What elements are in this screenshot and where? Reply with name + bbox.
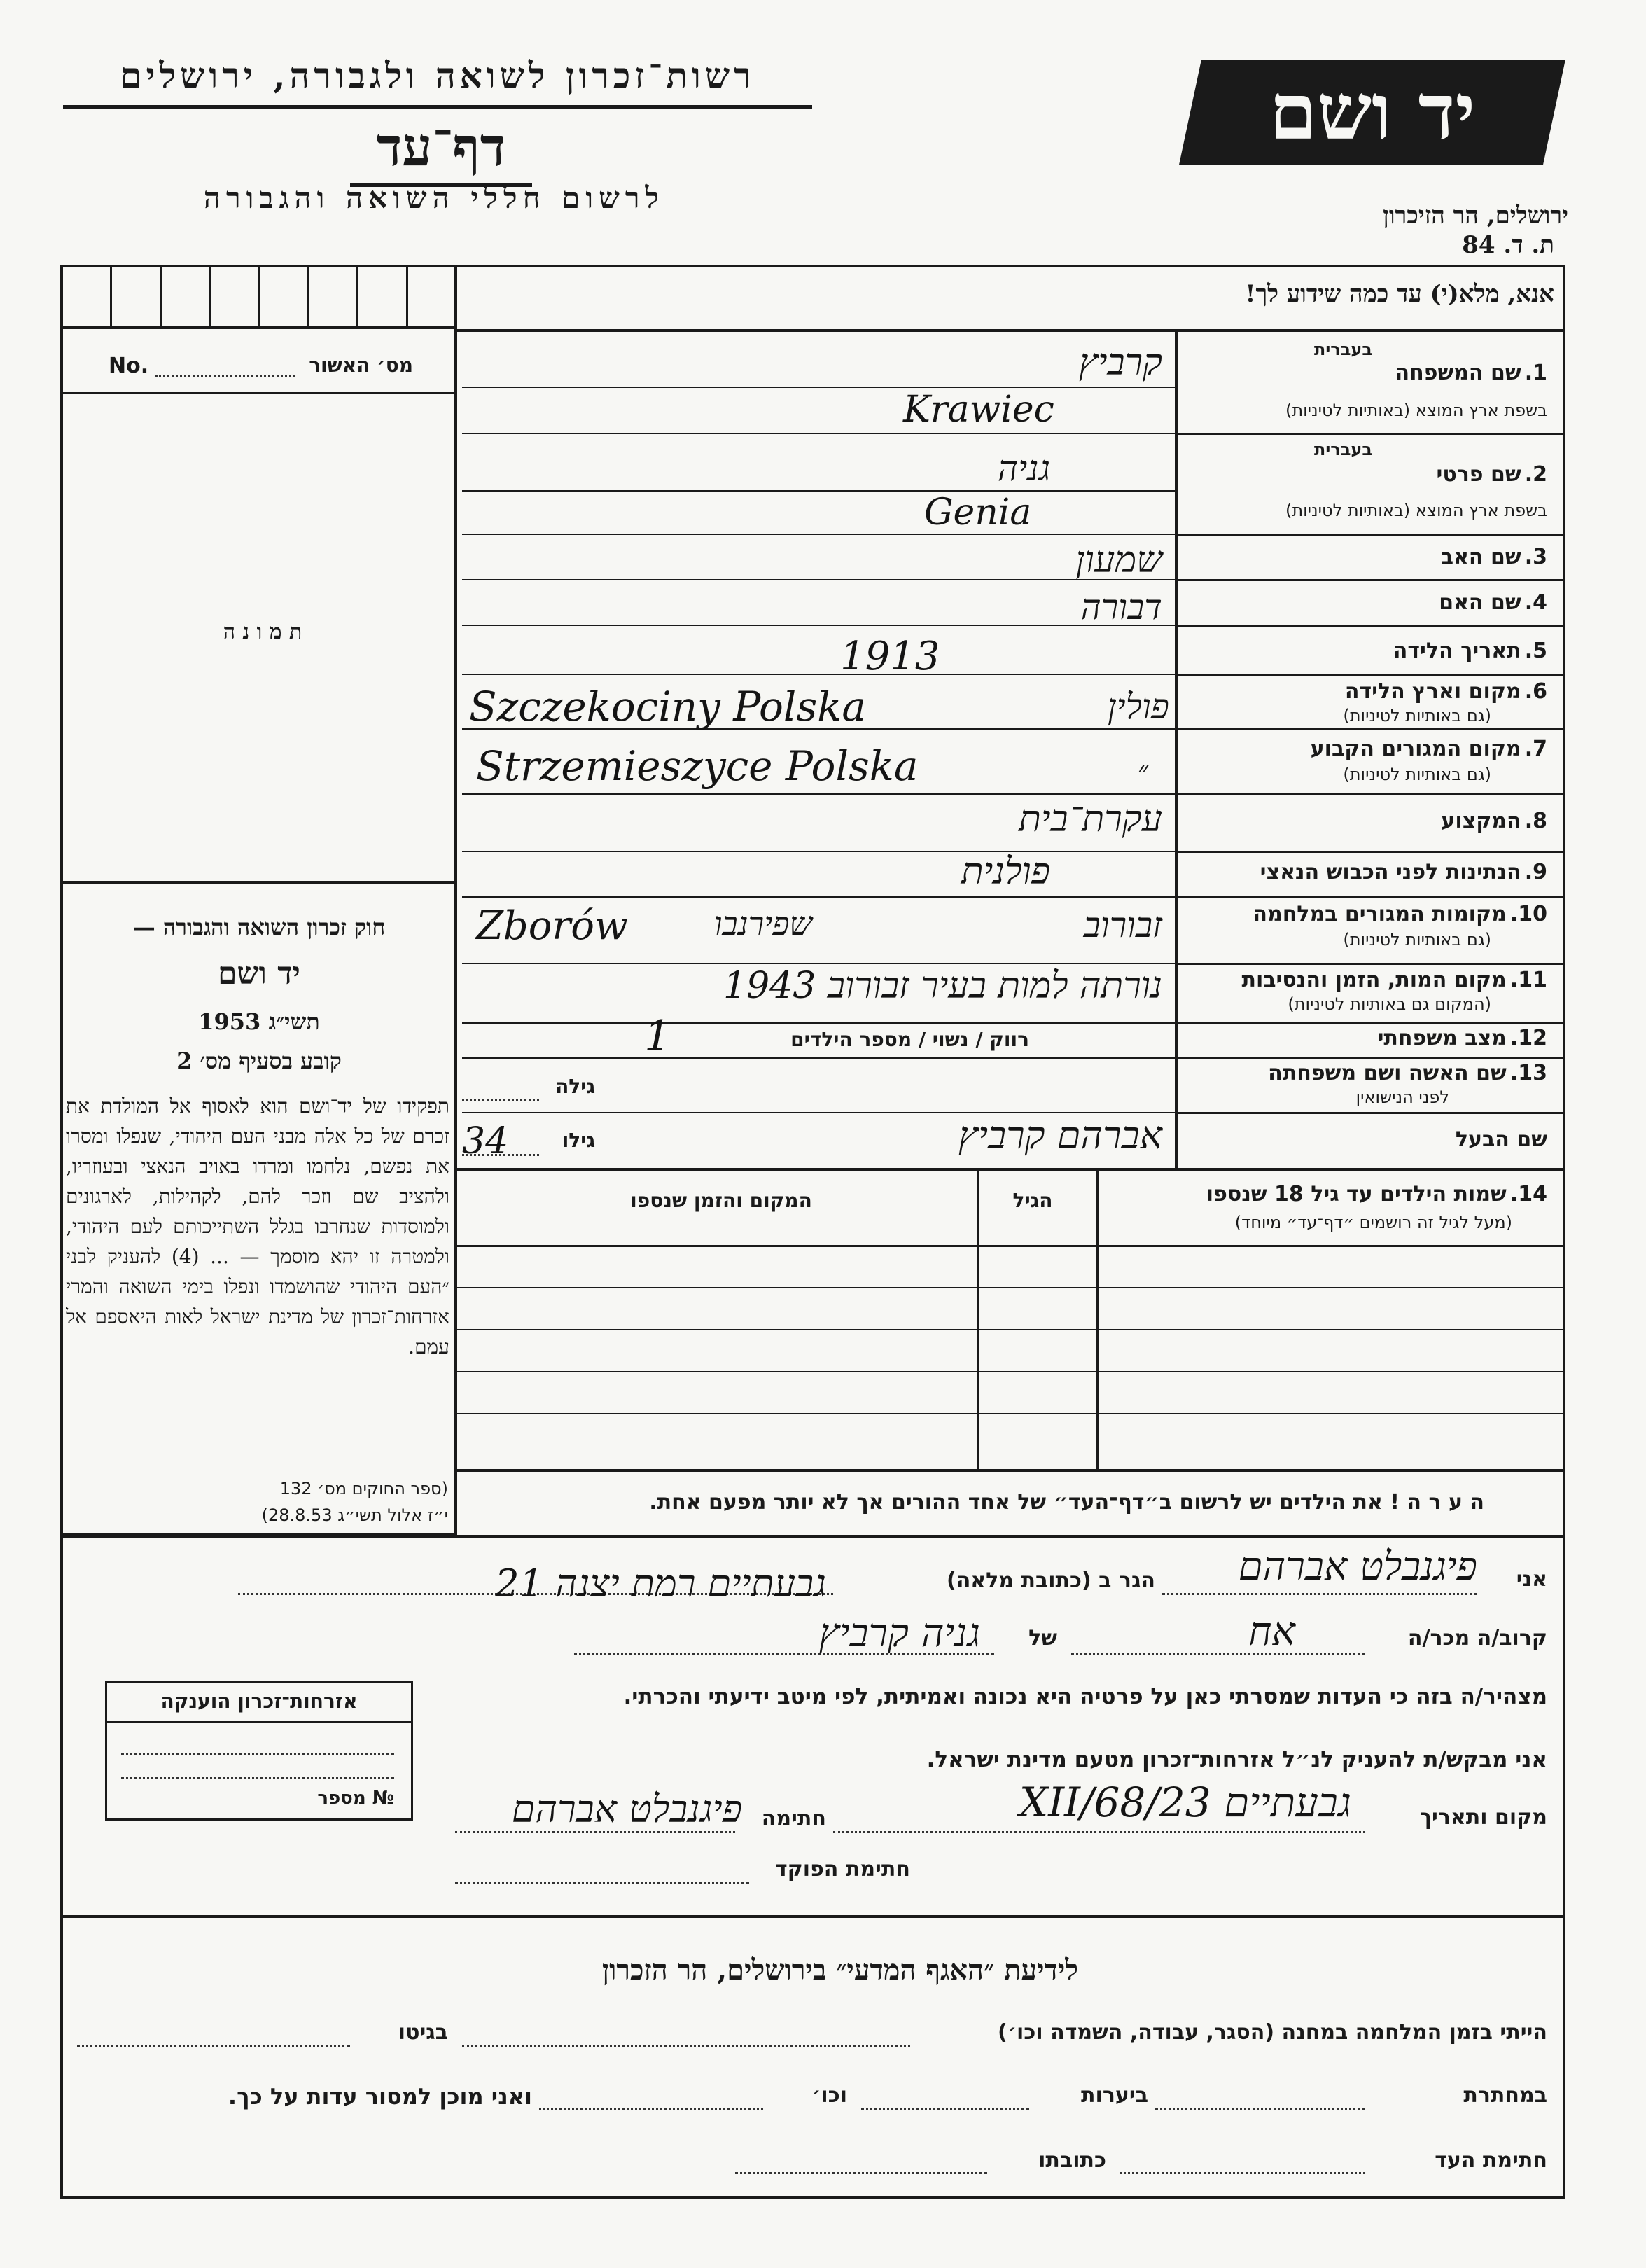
field-5-label: 5. תאריך הלידה (1393, 639, 1547, 663)
reg-no-field[interactable] (155, 375, 295, 377)
field-12-label: 12. מצב משפחתי (1377, 1026, 1547, 1050)
place-date-value[interactable]: גבעתיים 23/XII/68 (1019, 1779, 1351, 1826)
row-rule (1175, 579, 1563, 581)
field-8-label: 8. המקצוע (1441, 809, 1547, 833)
field-10-value-heb2[interactable]: שפירנבו (713, 905, 812, 942)
witness-signature-field[interactable] (1120, 2172, 1365, 2174)
memorial-box-line[interactable] (121, 1753, 394, 1755)
row-rule (1175, 674, 1563, 676)
place-date-label: מקום ותאריך (1419, 1805, 1547, 1830)
field-4-value[interactable]: דבורה (1080, 587, 1162, 627)
field-7-value-lat[interactable]: Strzemieszyce Polska (476, 742, 919, 790)
husband-age-value[interactable]: 34 (462, 1120, 509, 1162)
row-rule (462, 851, 1176, 852)
clerk-signature-label: חתימת הפוקד (775, 1857, 910, 1881)
children-row-rule (456, 1413, 1563, 1414)
declarant-i-label: אני (1516, 1567, 1547, 1592)
row-rule (1175, 534, 1563, 536)
form-title: דף־עד (376, 116, 506, 178)
row-rule (1175, 1057, 1563, 1059)
law-title: חוק זכרון השואה והגבורה — (132, 914, 386, 940)
field-5-value[interactable]: 1913 (840, 634, 940, 679)
footer-line2-a: במחתרת (1463, 2083, 1547, 2108)
field-12-options: רווק / נשוי / מספר הילדים (790, 1028, 1029, 1051)
row-rule (462, 674, 1176, 675)
field-2-sub-bottom: בשפת ארץ המוצא (באותיות לטיניות) (1285, 501, 1547, 520)
memorial-box-number: № מספר (317, 1788, 394, 1809)
reg-number-boxes (63, 267, 455, 329)
note-bottom-rule (63, 1535, 1563, 1538)
row-rule (1175, 728, 1563, 730)
field-7-label: 7. מקום המגורים הקבוע (1310, 737, 1547, 761)
field-7-sub: (גם באותיות לטיניות) (1343, 765, 1491, 784)
witness-address-field[interactable] (735, 2172, 987, 2174)
field-10-value-heb[interactable]: זבורוב (1083, 905, 1162, 945)
field-3-value[interactable]: שמעון (1075, 539, 1162, 581)
children-bottom-rule (456, 1469, 1563, 1472)
law-year: תשי״ג 1953 (198, 1008, 320, 1035)
field-1-label: 1. שם המשפחה (1395, 361, 1547, 385)
yad-vashem-logo (1179, 60, 1565, 165)
ghetto-field[interactable] (77, 2045, 350, 2047)
underground-field[interactable] (1155, 2108, 1365, 2110)
relative-label: קרוב/ה מכר/ה (1407, 1626, 1547, 1650)
field-10-value-lat[interactable]: Zborów (476, 903, 628, 949)
row-rule (1175, 793, 1563, 795)
field-13-age-field[interactable] (462, 1099, 539, 1101)
children-col-place: המקום והזמן שנספו (630, 1189, 812, 1212)
reg-no-label: No. (109, 354, 149, 378)
address-line2: ת. ד. 84 (1462, 231, 1554, 259)
children-row-rule (456, 1329, 1563, 1330)
declaration-request: אני מבקש/ת להעניק לנ״ל אזרחות־זכרון מטעם מדינת ישראל. (926, 1747, 1547, 1772)
field-2-value-lat[interactable]: Genia (924, 492, 1032, 534)
instruction-rule (456, 329, 1563, 332)
field-9-value[interactable]: פולנית (961, 851, 1050, 893)
children-label: 14. שמות הילדים עד גיל 18 שנספו (1206, 1182, 1547, 1206)
row-rule (462, 387, 1176, 388)
children-col-divider-2 (977, 1168, 979, 1469)
row-rule (462, 793, 1176, 795)
photo-area-rule (63, 881, 455, 884)
reg-no-rule (63, 392, 455, 394)
row-rule (1175, 1112, 1563, 1114)
row-rule (1175, 851, 1563, 853)
field-2-label: 2. שם פרטי (1436, 462, 1547, 487)
field-9-label: 9. הנתינות לפני הכבוש הנאצי (1260, 860, 1547, 884)
memorial-box-line[interactable] (121, 1777, 394, 1779)
clerk-signature-line[interactable] (455, 1882, 749, 1884)
field-11-value[interactable]: נורתה למות בעיר זבורוב 1943 (723, 965, 1162, 1007)
memorial-citizenship-box (105, 1681, 413, 1821)
children-col-divider-1 (1096, 1168, 1099, 1469)
field-1-sub-top: בעברית (1313, 340, 1372, 359)
label-column-divider (1175, 332, 1178, 1171)
footer-line3-a: חתימת העד (1435, 2148, 1547, 2173)
footer-line2-b: ביערות (1081, 2083, 1148, 2108)
logo-text: יד ושם (1269, 67, 1476, 157)
camp-field[interactable] (462, 2045, 910, 2047)
field-10-label: 10. מקומות המגורים במלחמה (1253, 902, 1547, 926)
field-13-label: 13. שם האשה ושם משפחתה (1268, 1061, 1547, 1085)
field-6-label: 6. מקום וארץ הלידה (1344, 679, 1547, 704)
forests-field[interactable] (861, 2108, 1029, 2110)
law-ref-2: י״ז אלול תשי״ג 28.8.53) (261, 1505, 448, 1525)
instruction-text: אנא, מלא(י) עד כמה שידוע לך! (1245, 280, 1554, 308)
footer-rule (63, 1915, 1563, 1918)
of-label: של (1028, 1626, 1057, 1650)
field-11-label: 11. מקום המות, הזמן והנסיבות (1241, 968, 1547, 992)
declarant-name-line (1162, 1593, 1477, 1595)
row-rule (462, 896, 1176, 898)
field-10-sub: (גם באותיות לטיניות) (1343, 930, 1491, 949)
field-12-value[interactable]: 1 (644, 1012, 671, 1061)
photo-label: ת מ ו נ ה (223, 620, 302, 644)
of-value[interactable]: גניה קרביץ (818, 1610, 980, 1656)
row-rule (462, 963, 1176, 964)
row-rule (456, 1168, 1563, 1171)
row-rule (1175, 1022, 1563, 1024)
authority-underline (63, 105, 812, 109)
relation-value[interactable]: אח (1248, 1609, 1295, 1655)
footer-title: לידיעת ״האגף המדעי״ בירושלים, הר הזכרון (601, 1954, 1079, 1987)
law-name: יד ושם (218, 956, 300, 992)
row-rule (462, 433, 1176, 434)
field-8-value[interactable]: עקרת־בית (1019, 798, 1162, 840)
row-rule (462, 534, 1176, 535)
field-13-age-label: גילה (555, 1075, 595, 1098)
children-row-rule (456, 1287, 1563, 1288)
husband-label: שם הבעל (1455, 1127, 1547, 1152)
footer-line3-b: כתובתו (1038, 2148, 1106, 2173)
footer-line1-b: בגיטו (398, 2020, 448, 2045)
row-rule (462, 1057, 1176, 1059)
row-rule (1175, 963, 1563, 965)
signature-value[interactable]: פיגנבלט אברהם (511, 1787, 742, 1831)
children-row-rule (456, 1371, 1563, 1372)
footer-line2-d: ואני מוכן למסור עדות על כך. (228, 2083, 532, 2110)
note-text: ה ע ר ה ! את הילדים יש לרשום ב״דף־העד״ של אחד ההורים אך לא יותר מפעם אחת. (649, 1490, 1484, 1515)
signature-label: חתימה (761, 1807, 826, 1831)
law-text: תפקידו של יד־ושם הוא לאסוף אל המולדת את זכרם של כל אלה מבני העם היהודי, שנפלו ומסרו את נפשם, נלחמו ומרדו באויב הנאצי ובעוזריו, ולהציב שם וזכר להם, לקהילות, לארגונים ולמוסדות שנחרבו בגלל השתייכותם לעם היהודי, ולמטרה זו יהא מוסמך — ... (4) להעניק לבני ״העם היהודי שהושמדו ונפלו בימי השואה והמרי אזרחות־זכרון של מדינת ישראל לאות היאספם אל עמם. (66, 1094, 449, 1358)
law-section: קובע בסעיף מס׳ 2 (176, 1048, 342, 1074)
signature-line (455, 1831, 735, 1833)
residing-label: הגר ב (כתובת מלאה) (946, 1568, 1155, 1593)
field-13-sub: לפני הנישואין (1355, 1087, 1449, 1107)
row-rule (1175, 625, 1563, 627)
declarant-address[interactable]: גבעתיים רמת יצנה 21 (495, 1561, 826, 1606)
law-ref-1: (ספר החוקים מס׳ 132 (279, 1479, 448, 1498)
husband-value[interactable]: אברהם קרביץ (958, 1113, 1162, 1157)
footer-line2-c: וכו׳ (811, 2083, 847, 2108)
field-4-label: 4. שם האם (1439, 590, 1547, 615)
husband-age-label: גילו (562, 1129, 595, 1152)
field-6-value-heb[interactable]: פולין (1107, 686, 1169, 727)
children-col-age: הגיל (1012, 1189, 1053, 1212)
field-1-value-lat[interactable]: Krawiec (903, 389, 1054, 431)
field-6-sub: (גם באותיות לטיניות) (1343, 706, 1491, 725)
field-2-sub-top: בעברית (1313, 440, 1372, 459)
field-11-sub: (המקום גם באותיות לטיניות) (1288, 994, 1491, 1014)
authority-name: רשות־זכרון לשואה ולגבורה, ירושלים (120, 55, 755, 96)
field-1-sub-bottom: בשפת ארץ המוצא (באותיות לטיניות) (1285, 401, 1547, 420)
etc-field[interactable] (539, 2108, 763, 2110)
field-6-value-lat[interactable]: Szczekociny Polska (469, 683, 866, 730)
row-rule (462, 1022, 1176, 1024)
field-2-value-heb[interactable]: גניה (997, 448, 1050, 489)
field-1-value-heb[interactable]: קרביץ (1078, 342, 1162, 384)
row-rule (1175, 433, 1563, 435)
children-sub: (מעל לגיל זה רושמים ״דף־עד״ מיוחד) (1234, 1213, 1512, 1232)
reg-no-heb-label: מס׳ האשור (309, 354, 413, 377)
left-column-divider (454, 267, 457, 1535)
memorial-box-title: אזרחות־זכרון הוענקה (160, 1690, 358, 1713)
row-rule (1175, 896, 1563, 898)
form-subtitle: לרשום חללי השואה והגבורה (203, 181, 665, 215)
address-line1: ירושלים, הר הזיכרון (1383, 202, 1568, 230)
field-7-value-heb[interactable]: ״ (1137, 756, 1148, 788)
field-3-label: 3. שם האב (1440, 545, 1547, 569)
footer-line1-a: הייתי בזמן המלחמה במחנה (הסגר, עבודה, השמדה וכו׳) (998, 2020, 1547, 2045)
children-header-rule (456, 1245, 1563, 1247)
declaration-statement: מצהיר/ה בזה כי העדות שמסרתי כאן על פרטיה היא נכונה ואמיתית, לפי מיטב ידיעתי והכרתי. (623, 1684, 1547, 1709)
declarant-name[interactable]: פיגנבלט אברהם (1238, 1544, 1477, 1589)
place-date-line (833, 1831, 1365, 1833)
